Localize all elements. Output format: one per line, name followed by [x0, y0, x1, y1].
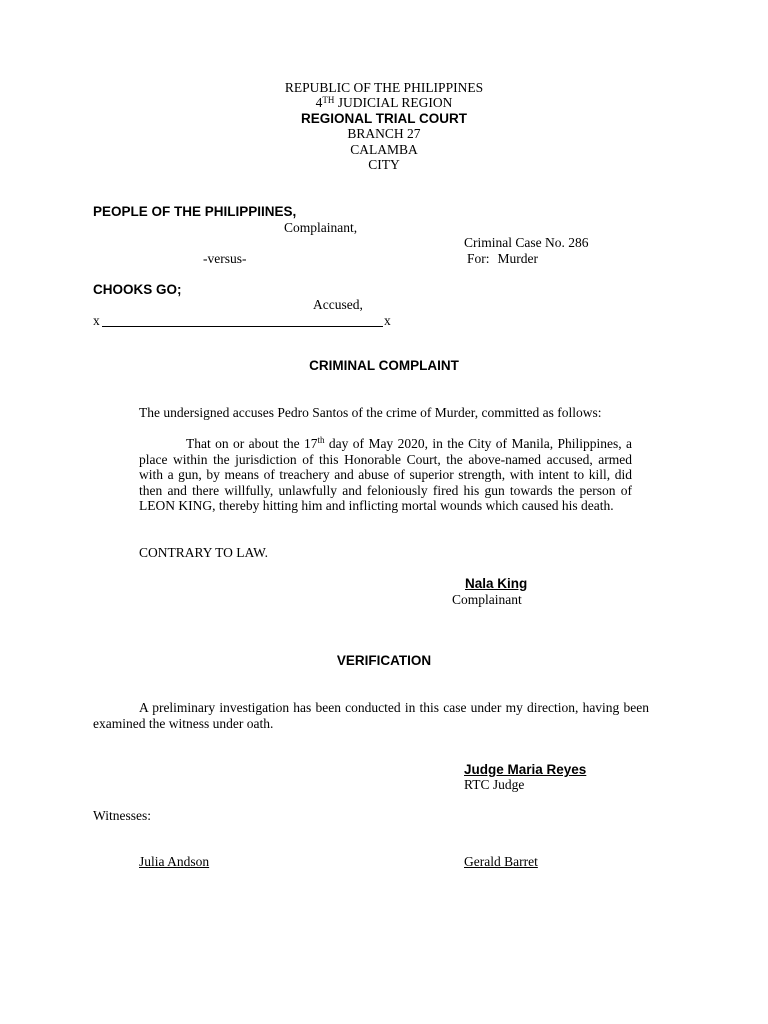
caption-rule	[102, 326, 383, 327]
plaintiff-name: PEOPLE OF THE PHILIPPIINES,	[93, 204, 297, 219]
complaint-intro: The undersigned accuses Pedro Santos of the crime of Murder, committed as follows:	[139, 405, 602, 420]
versus-label: -versus-	[203, 251, 247, 266]
contrary-to-law: CONTRARY TO LAW.	[139, 545, 269, 560]
plaintiff-role: Complainant,	[284, 220, 358, 235]
header-city-line1: CALAMBA	[350, 142, 418, 157]
complainant-signature-role: Complainant	[452, 592, 522, 607]
body-suffix: th	[317, 435, 325, 445]
verification-body: A preliminary investigation has been conducted in this case under my direction, having been examined the witness under oath.	[93, 700, 649, 731]
body-rest: day of May 2020, in the City of Manila, Philippines, a place within the jurisdiction of this Honorable Court, the above-named accused, armed with a gun, by means of treachery and abuse of superior strength, with intent to kill, did then and there willfully, unlawfully and feloniously fired his gun towards the person of LEON KING, thereby hitting him and inflicting mortal wounds which caused his death.	[139, 436, 632, 513]
complaint-title: CRIMINAL COMPLAINT	[309, 358, 459, 373]
accused-role: Accused,	[313, 297, 363, 312]
region-suffix: TH	[322, 95, 335, 105]
offense-label: Murder	[497, 251, 539, 266]
judge-signature-name: Judge Maria Reyes	[464, 762, 587, 777]
header-region	[0, 95, 768, 111]
verification-title: VERIFICATION	[336, 653, 432, 668]
header-court: REGIONAL TRIAL COURT	[300, 111, 467, 126]
witnesses-label: Witnesses:	[93, 808, 151, 823]
caption-x-left: x	[93, 313, 100, 328]
case-offense	[467, 251, 538, 267]
case-number: Criminal Case No. 286	[464, 235, 589, 250]
body-start: That on or about the 17	[186, 436, 318, 451]
accused-name: CHOOKS GO;	[93, 282, 182, 297]
witness-name: Julia Andson	[139, 854, 210, 869]
caption-x-right: x	[384, 313, 391, 328]
region-text: JUDICIAL REGION	[334, 95, 453, 110]
witness-name: Gerald Barret	[464, 854, 538, 869]
header-branch: BRANCH 27	[347, 126, 421, 141]
judge-signature-role: RTC Judge	[464, 777, 525, 792]
complaint-body	[139, 436, 632, 514]
for-label: For:	[467, 251, 490, 266]
region-number: 4	[315, 95, 323, 110]
header-republic: REPUBLIC OF THE PHILIPPINES	[284, 80, 484, 95]
complainant-signature-name: Nala King	[465, 576, 528, 591]
header-city-line2: CITY	[368, 157, 400, 172]
